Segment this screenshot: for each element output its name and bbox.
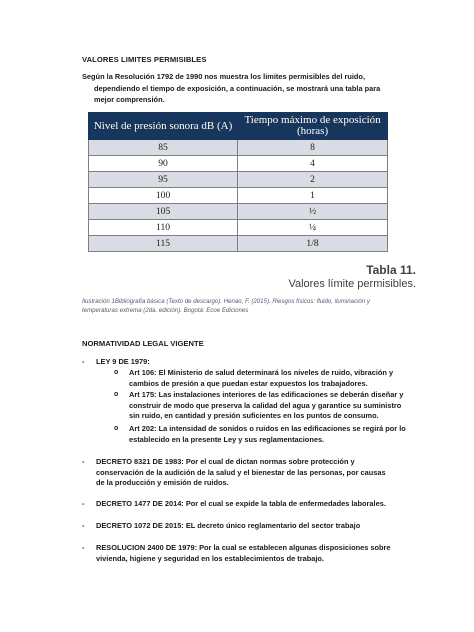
circle-bullet: o [114, 369, 119, 376]
intro-line-2: dependiendo el tiempo de exposición, a continuación, se mostrará una tabla para mejor comprensión. [94, 83, 381, 104]
table-header-noise-level: Nivel de presión sonora dB (A) [89, 113, 238, 140]
law-text: DECRETO 8321 DE 1983: Por el cual de dictan normas sobre protección y conservación de la audición de la salud y el bienestar de las personas, por causas de la producción y emisión de ruidos. [96, 457, 386, 487]
law-text: DECRETO 1477 DE 2014: Por el cual se expide la tabla de enfermedades laborales. [96, 499, 386, 508]
table-header-row [89, 113, 388, 140]
caption-text: Valores límite permisibles. [288, 278, 416, 290]
law-text: DECRETO 1072 DE 2015: EL decreto único reglamentario del sector trabajo [96, 521, 361, 530]
table-row [89, 140, 388, 156]
intro-paragraph [82, 71, 402, 106]
table-cell: 1 [238, 188, 388, 204]
dash-bullet: - [82, 521, 85, 530]
law-title: LEY 9 DE 1979: [96, 357, 150, 366]
article-text: Art 175: Las instalaciones interiores de las edificaciones se deberán diseñar y construir de modo que preserva la calidad del agua y garantice su suministro sin ruido, en cantidad y presión suficientes en los puntos de consumo. [129, 390, 404, 420]
law-text: RESOLUCION 2400 DE 1979: Por la cual se establecen algunas disposiciones sobre vivienda, higiene y seguridad en los establecimientos de trabajo. [96, 543, 391, 563]
table-cell: 4 [238, 156, 388, 172]
table-header-exposure-time: Tiempo máximo de exposición (horas) [238, 113, 388, 140]
table-cell: 2 [238, 172, 388, 188]
circle-bullet: o [114, 391, 119, 398]
table-cell: ½ [238, 204, 388, 220]
illustration-citation: Ilustración 1Bibliografía básica (Texto de descargo). Henao, F. (2015). Riesgos físicos: fluido, iluminación y temperaturas extrema (2da. edición). Bogotá: Ecoe Ediciones [82, 298, 370, 314]
table-row [89, 188, 388, 204]
table-row [89, 220, 388, 236]
table-cell: 1/8 [238, 236, 388, 252]
table-cell: 110 [89, 220, 238, 236]
table-row [89, 172, 388, 188]
table-row [89, 236, 388, 252]
dash-bullet: - [82, 457, 85, 466]
article-text: Art 106: El Ministerio de salud determinará los niveles de ruido, vibración y cambios de presión a que puedan estar expuestos los trabajadores. [129, 368, 394, 388]
table-cell: 100 [89, 188, 238, 204]
table-cell: 8 [238, 140, 388, 156]
table-caption [288, 263, 416, 291]
section-heading: VALORES LIMITES PERMISIBLES [82, 55, 207, 64]
table-row [89, 204, 388, 220]
table-cell: 95 [89, 172, 238, 188]
table-row [89, 156, 388, 172]
circle-bullet: o [114, 425, 119, 432]
table-cell: 105 [89, 204, 238, 220]
table-cell: ¼ [238, 220, 388, 236]
table-cell: 90 [89, 156, 238, 172]
dash-bullet: - [82, 357, 85, 366]
intro-line-1: Según la Resolución 1792 de 1990 nos muestra los limites permisibles del ruido, [82, 72, 365, 81]
dash-bullet: - [82, 543, 85, 552]
article-text: Art 202: La intensidad de sonidos o ruidos en las edificaciones se regirá por lo establecido en la presente Ley y sus reglamentaciones. [129, 424, 406, 444]
caption-number: Tabla 11. [366, 263, 416, 277]
table-cell: 115 [89, 236, 238, 252]
subheading: NORMATIVIDAD LEGAL VIGENTE [82, 339, 204, 348]
table-cell: 85 [89, 140, 238, 156]
noise-limits-table [88, 112, 388, 252]
dash-bullet: - [82, 499, 85, 508]
